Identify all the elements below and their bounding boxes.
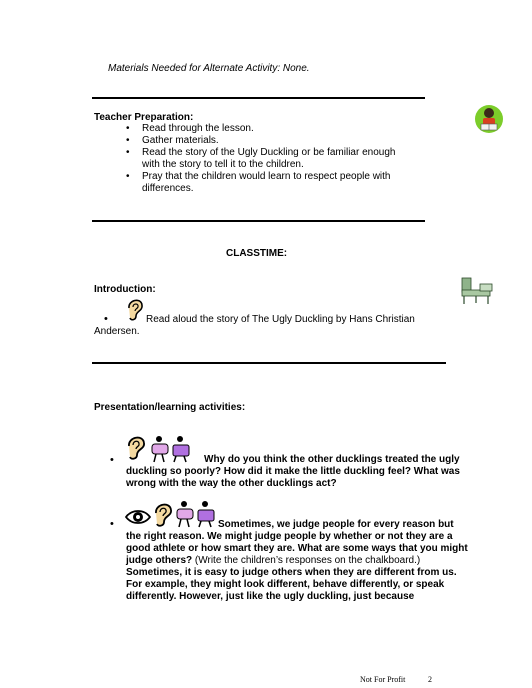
hands-icon xyxy=(175,500,217,528)
list-item: • Read the story of the Ugly Duckling or be familiar enough with the story to tell it to the children. xyxy=(126,147,411,171)
list-item: • Gather materials. xyxy=(126,135,411,147)
introduction-line-1: Read aloud the story of The Ugly Duckling by Hans Christian xyxy=(146,314,415,325)
reading-child-icon xyxy=(474,102,504,136)
classtime-heading: CLASSTIME: xyxy=(226,248,288,259)
teacher-preparation-list xyxy=(126,123,411,195)
divider-2 xyxy=(92,220,425,222)
presentation-item-1-text: duckling so poorly? How did it make the little duckling feel? What was wrong with the way the other ducklings act? xyxy=(126,466,460,489)
ear-icon xyxy=(125,296,145,322)
bullet: • xyxy=(110,518,114,530)
teacher-preparation-section xyxy=(94,112,424,195)
presentation-item-1-line-1: Why do you think the other ducklings treated the ugly xyxy=(204,454,460,465)
materials-needed: Materials Needed for Alternate Activity: None. xyxy=(108,63,310,74)
divider-1 xyxy=(92,97,425,99)
introduction-heading: Introduction: xyxy=(94,284,156,295)
presentation-item-2-text-a: the right reason. We might judge people by whether or not they are a good athlete or how smart they are. What are some ways that you might judge others? xyxy=(126,531,468,566)
bullet: • xyxy=(110,454,114,466)
hands-icon xyxy=(150,435,192,463)
presentation-item-2-text-b: (Write the children’s responses on the chalkboard.) xyxy=(192,555,421,566)
presentation-item-2-text-c: Sometimes, it is easy to judge others when they are different from us. For example, they might look different, behave differently, or speak differently. However, just like the ugly duckling, just because xyxy=(126,567,457,602)
eye-icon xyxy=(125,507,151,527)
divider-3 xyxy=(92,362,446,364)
ear-icon xyxy=(152,500,174,528)
list-item: • Pray that the children would learn to respect people with differences. xyxy=(126,171,411,195)
list-item: • Read through the lesson. xyxy=(126,123,411,135)
footer-text: Not For Profit xyxy=(360,675,406,684)
presentation-item-2-line-1: Sometimes, we judge people for every reason but xyxy=(218,519,454,530)
presentation-heading: Presentation/learning activities: xyxy=(94,402,246,413)
ear-icon xyxy=(125,433,147,461)
teacher-preparation-heading: Teacher Preparation: xyxy=(94,112,194,123)
page-number: 2 xyxy=(428,675,432,684)
chair-icon xyxy=(460,276,496,306)
introduction-line-2: Andersen. xyxy=(94,326,140,337)
bullet: • xyxy=(104,313,108,325)
presentation-item-2-text xyxy=(126,531,468,603)
